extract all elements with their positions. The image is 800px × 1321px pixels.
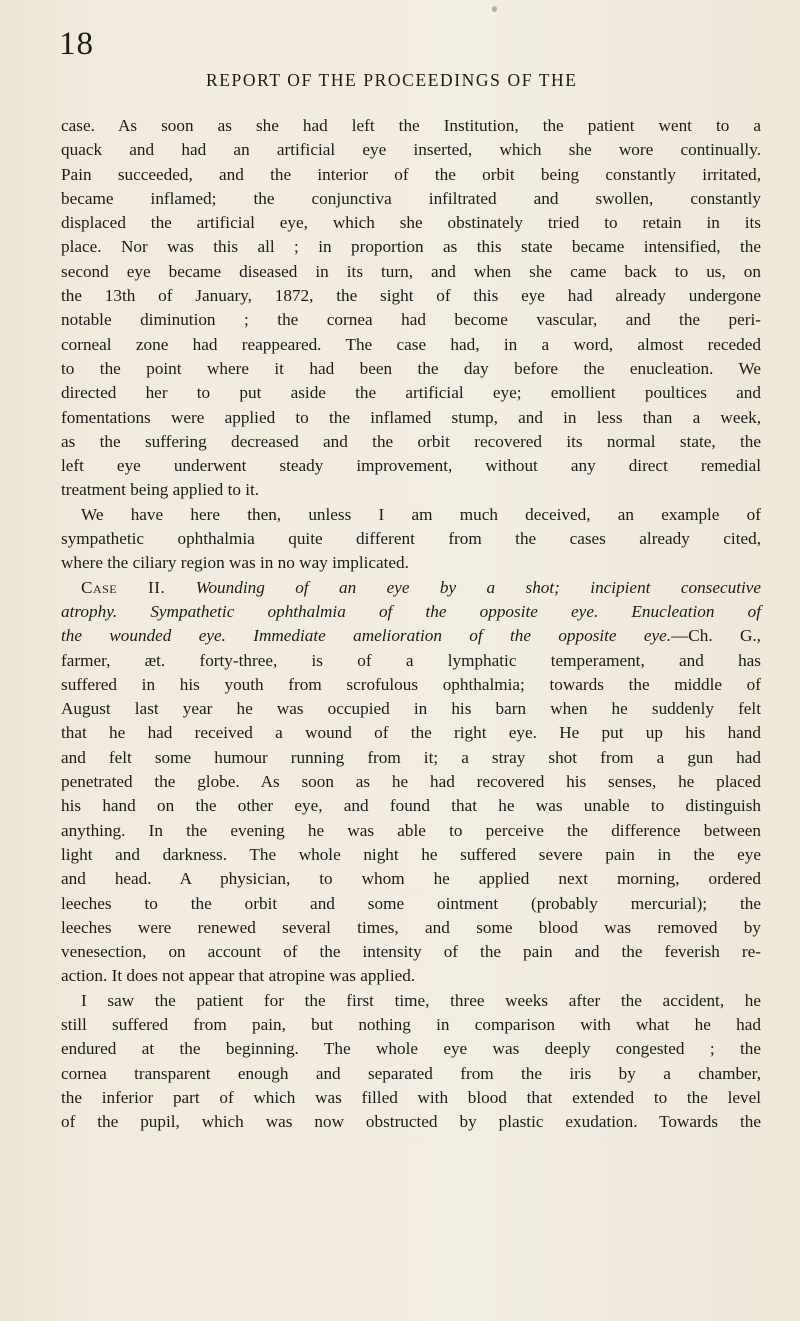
text-line: that he had received a wound of the right eye. He put up his hand — [61, 723, 761, 743]
text-line: light and darkness. The whole night he suffered severe pain in the eye — [61, 844, 761, 864]
case-title-line — [61, 624, 761, 648]
text-line: to the point where it had been the day before the enucleation. We — [61, 358, 761, 378]
text-line: farmer, æt. forty-three, is of a lymphatic temperament, and has — [61, 650, 761, 670]
text-line: treatment being applied to it. — [61, 480, 260, 500]
text-line: as the suffering decreased and the orbit recovered its normal state, the — [61, 431, 761, 451]
text-line: of the pupil, which was now obstructed by plastic exudation. Towards the — [61, 1112, 761, 1132]
text-line: directed her to put aside the artificial eye; emollient poultices and — [61, 383, 761, 403]
text-line: where the ciliary region was in no way implicated. — [61, 553, 409, 573]
case-title: Wounding of an eye by a shot; incipient consecutive — [195, 577, 762, 597]
text-line: left eye underwent steady improvement, without any direct remedial — [61, 456, 761, 476]
text-line: notable diminution ; the cornea had become vascular, and the peri- — [61, 310, 761, 330]
text-line: leeches to the orbit and some ointment (probably mercurial); the — [61, 893, 761, 913]
text-line: We have here then, unless I am much deceived, an example of — [81, 504, 761, 524]
text-line: cornea transparent enough and separated from the iris by a chamber, — [61, 1063, 761, 1083]
text-line: his hand on the other eye, and found that he was unable to distinguish — [61, 796, 761, 816]
text-line: anything. In the evening he was able to perceive the difference between — [61, 820, 761, 840]
text-line: venesection, on account of the intensity of the pain and the feverish re- — [61, 942, 761, 962]
text-line: leeches were renewed several times, and some blood was removed by — [61, 917, 761, 937]
text-line: I saw the patient for the first time, three weeks after the accident, he — [81, 990, 761, 1010]
case-title-end: the wounded eye. Immediate amelioration of the opposite eye. — [61, 626, 672, 646]
text-line: case. As soon as she had left the Institution, the patient went to a — [61, 116, 761, 135]
text-line: second eye became diseased in its turn, and when she came back to us, on — [61, 261, 761, 281]
page-number: 18 — [59, 26, 94, 62]
text-line: the 13th of January, 1872, the sight of this eye had already undergone — [61, 286, 761, 306]
patient-intro: —Ch. G., — [671, 626, 761, 646]
text-line: quack and had an artificial eye inserted, which she wore continually. — [61, 140, 761, 160]
text-line: fomentations were applied to the inflamed stump, and in less than a week, — [61, 407, 761, 427]
text-line: August last year he was occupied in his barn when he suddenly felt — [61, 699, 761, 719]
case-title-line: atrophy. Sympathetic ophthalmia of the opposite eye. Enucleation of — [61, 601, 761, 621]
case-heading-line — [61, 576, 761, 600]
text-line: still suffered from pain, but nothing in comparison with what he had — [61, 1014, 761, 1034]
running-head: REPORT OF THE PROCEEDINGS OF THE — [206, 70, 578, 90]
text-line: the inferior part of which was filled with blood that extended to the level — [61, 1087, 761, 1107]
text-line: penetrated the globe. As soon as he had recovered his senses, he placed — [61, 772, 761, 792]
text-line: and felt some humour running from it; a stray shot from a gun had — [61, 747, 761, 767]
text-line: became inflamed; the conjunctiva infiltrated and swollen, constantly — [61, 188, 761, 208]
text-line: suffered in his youth from scrofulous ophthalmia; towards the middle of — [61, 674, 761, 694]
text-line: endured at the beginning. The whole eye was deeply congested ; the — [61, 1039, 761, 1059]
text-line: action. It does not appear that atropine was applied. — [61, 966, 416, 986]
body-text — [61, 114, 761, 1134]
text-line: corneal zone had reappeared. The case had, in a word, almost receded — [61, 334, 761, 354]
case-label: Case II. — [81, 577, 166, 597]
text-line: sympathetic ophthalmia quite different from the cases already cited, — [61, 529, 761, 549]
ink-speck — [492, 6, 497, 12]
text-line: and head. A physician, to whom he applied next morning, ordered — [61, 869, 761, 889]
text-line: displaced the artificial eye, which she obstinately tried to retain in its — [61, 213, 761, 233]
text-line: place. Nor was this all ; in proportion as this state became intensified, the — [61, 237, 761, 257]
text-line: Pain succeeded, and the interior of the orbit being constantly irritated, — [61, 164, 761, 184]
